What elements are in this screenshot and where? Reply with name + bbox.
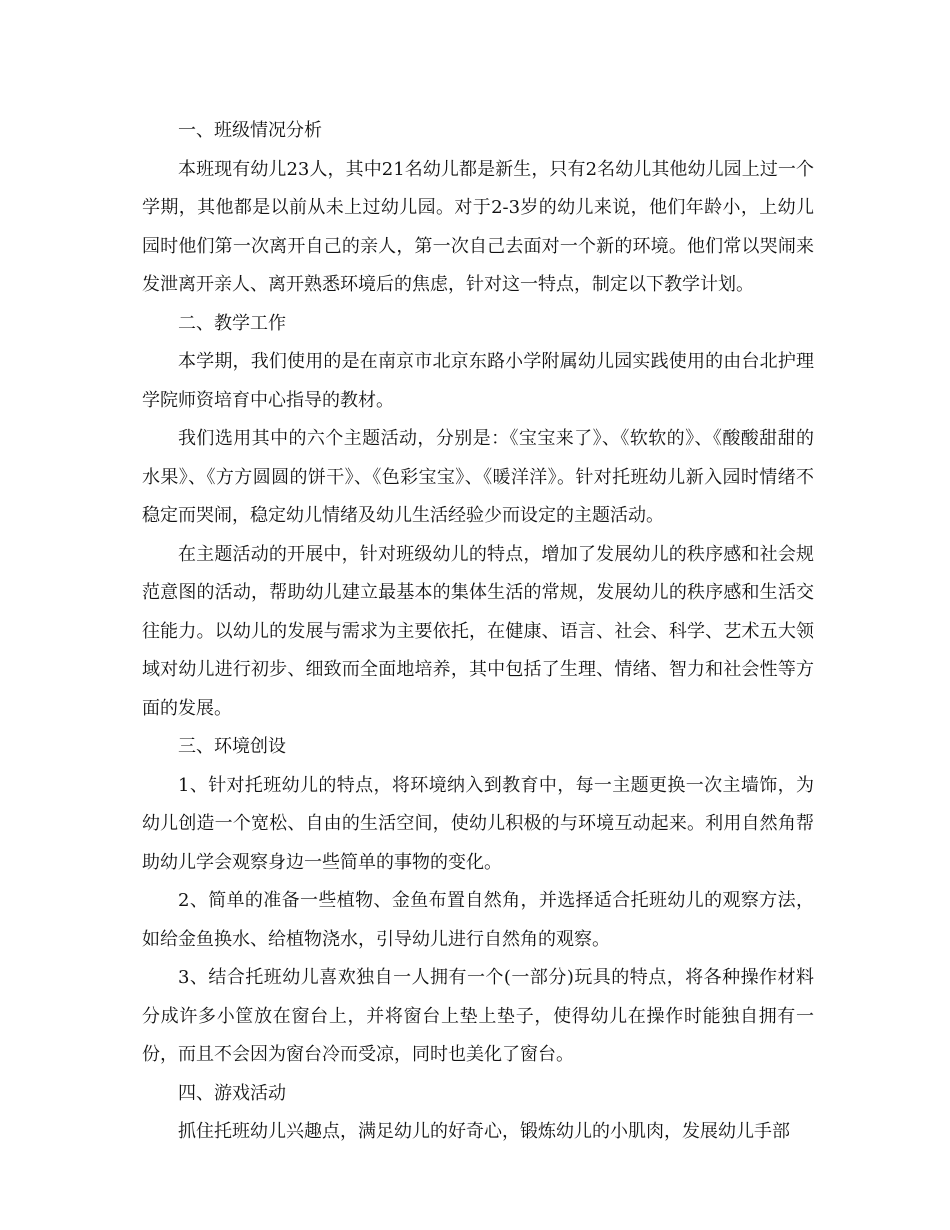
paragraph-environment-item-1: 1、针对托班幼儿的特点，将环境纳入到教育中，每一主题更换一次主墙饰，为幼儿创造一个宽松、自由的生活空间，使幼儿积极的与环境互动起来。利用自然角帮助幼儿学会观察身边一些简单的事物的变化。 [142, 774, 814, 873]
heading-environment: 三、环境创设 [178, 736, 286, 757]
paragraph-class-situation: 本班现有幼儿23人，其中21名幼儿都是新生，只有2名幼儿其他幼儿园上过一个学期，其他都是以前从未上过幼儿园。对于2-3岁的幼儿来说，他们年龄小，上幼儿园时他们第一次离开自己的亲人，第一次自己去面对一个新的环境。他们常以哭闹来发泄离开亲人、离开熟悉环境后的焦虑，针对这一特点，制定以下教学计划。 [142, 158, 814, 295]
paragraph-environment-item-2: 2、简单的准备一些植物、金鱼布置自然角，并选择适合托班幼儿的观察方法，如给金鱼换水、给植物浇水，引导幼儿进行自然角的观察。 [142, 890, 814, 950]
paragraph-theme-activities: 我们选用其中的六个主题活动，分别是：《宝宝来了》、《软软的》、《酸酸甜甜的水果》、《方方圆圆的饼干》、《色彩宝宝》、《暖洋洋》。针对托班幼儿新入园时情绪不稳定而哭闹，稳定幼儿情绪及幼儿生活经验少而设定的主题活动。 [142, 428, 814, 526]
heading-class-analysis: 一、班级情况分析 [178, 120, 322, 141]
heading-teaching-work: 二、教学工作 [178, 312, 286, 334]
paragraph-activity-development: 在主题活动的开展中，针对班级幼儿的特点，增加了发展幼儿的秩序感和社会规范意图的活动，帮助幼儿建立最基本的集体生活的常规，发展幼儿的秩序感和生活交往能力。以幼儿的发展与需求为主要依托，在健康、语言、社会、科学、艺术五大领域对幼儿进行初步、细致而全面地培养，其中包括了生理、情绪、智力和社会性等方面的发展。 [142, 543, 814, 719]
paragraph-environment-item-3: 3、结合托班幼儿喜欢独自一人拥有一个(一部分)玩具的特点，将各种操作材料分成许多小筐放在窗台上，并将窗台上垫上垫子，使得幼儿在操作时能独自拥有一份，而且不会因为窗台冷而受凉，同时也美化了窗台。 [142, 967, 814, 1065]
document-body [142, 112, 814, 1152]
paragraph-teaching-material: 本学期，我们使用的是在南京市北京东路小学附属幼儿园实践使用的由台北护理学院师资培育中心指导的教材。 [142, 351, 814, 411]
paragraph-game-activities: 抓住托班幼儿兴趣点，满足幼儿的好奇心，锻炼幼儿的小肌肉，发展幼儿手部 [178, 1121, 790, 1142]
heading-game-activities: 四、游戏活动 [178, 1082, 286, 1104]
